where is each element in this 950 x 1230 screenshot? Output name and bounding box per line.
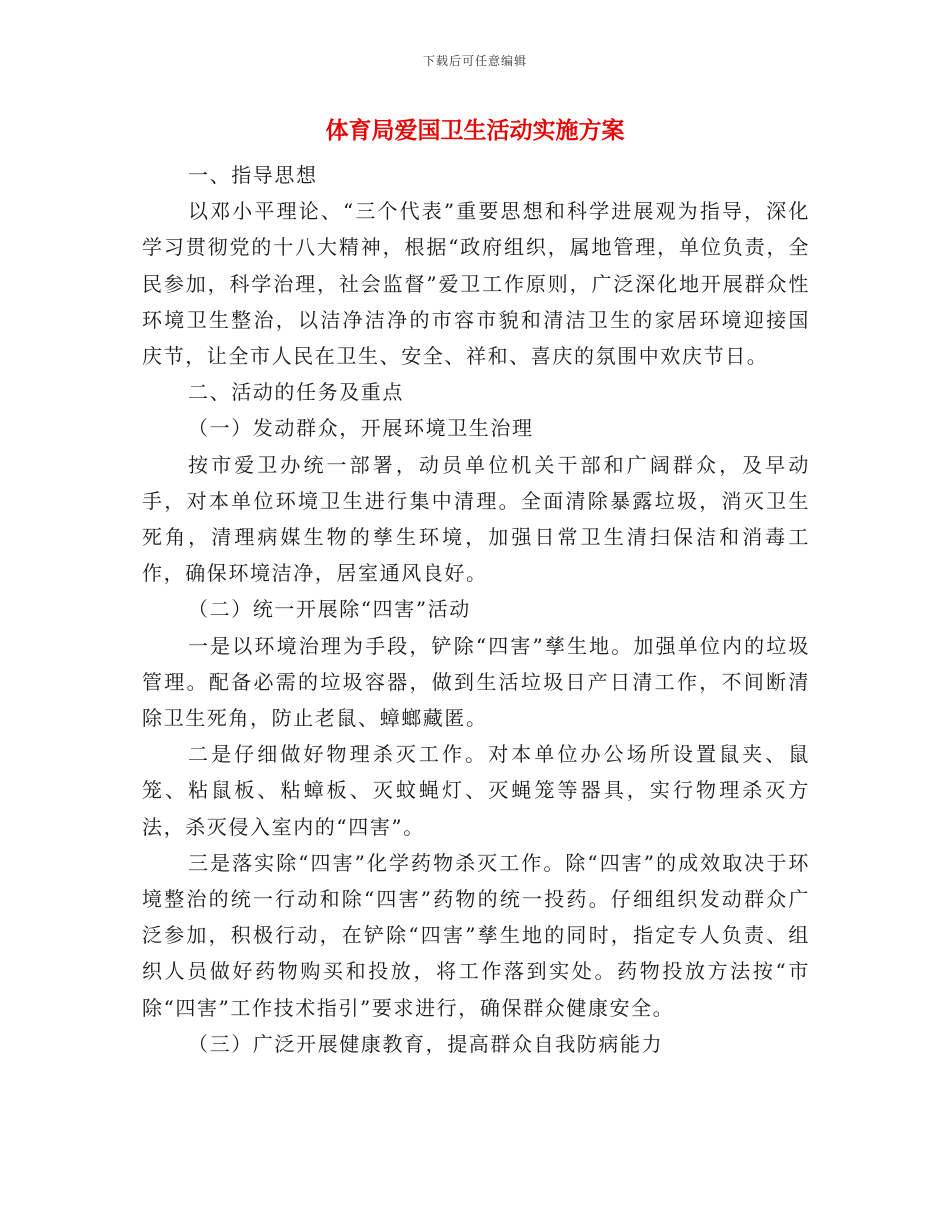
document-title: 体育局爱国卫生活动实施方案 [325,118,625,144]
header-note: 下载后可任意编辑 [422,54,527,68]
paragraph-chemical-control: 三是落实除“四害”化学药物杀灭工作。除“四害”的成效取决于环境整治的统一行动和除“四害”药物的统一投药。仔细组织发动群众广泛参加，积极行动，在铲除“四害”孳生地的同时，指定专人负责、组织人员做好药物购买和投放，将工作落到实处。药物投放方法按“市除“四害”工作技术指引”要求进行，确保群众健康安全。 [142,850,810,1020]
subsection-heading-health-education: （三）广泛开展健康教育，提高群众自我防病能力 [188,1031,664,1056]
paragraph-physical-control: 二是仔细做好物理杀灭工作。对本单位办公场所设置鼠夹、鼠笼、粘鼠板、粘蟑板、灭蚊蝇灯、灭蝇笼等器具，实行物理杀灭方法，杀灭侵入室内的“四害”。 [142,742,810,839]
paragraph-environment-control: 一是以环境治理为手段，铲除“四害”孳生地。加强单位内的垃圾管理。配备必需的垃圾容器，做到生活垃圾日产日清工作，不间断清除卫生死角，防止老鼠、蟑螂藏匿。 [142,633,810,731]
section-heading-tasks: 二、活动的任务及重点 [188,380,404,405]
paragraph-guiding-ideology: 以邓小平理论、“三个代表”重要思想和科学进展观为指导，深化学习贯彻党的十八大精神，根据“政府组织，属地管理，单位负责，全民参加，科学治理，社会监督”爱卫工作原则，广泛深化地开展群众性环境卫生整治，以洁净洁净的市容市貌和清洁卫生的家居环境迎接国庆节，让全市人民在卫生、安全、祥和、喜庆的氛围中欢庆节日。 [142,199,810,369]
subsection-heading-mobilize: （一）发动群众，开展环境卫生治理 [188,416,534,441]
paragraph-mobilize: 按市爱卫办统一部署，动员单位机关干部和广阔群众，及早动手，对本单位环境卫生进行集中清理。全面清除暴露垃圾，消灭卫生死角，清理病媒生物的孳生环境，加强日常卫生清扫保洁和消毒工作，确保环境洁净，居室通风良好。 [142,452,810,586]
subsection-heading-four-pests: （二）统一开展除“四害”活动 [188,597,471,622]
document-body [142,157,810,1062]
section-heading-guiding-ideology: 一、指导思想 [188,163,318,187]
